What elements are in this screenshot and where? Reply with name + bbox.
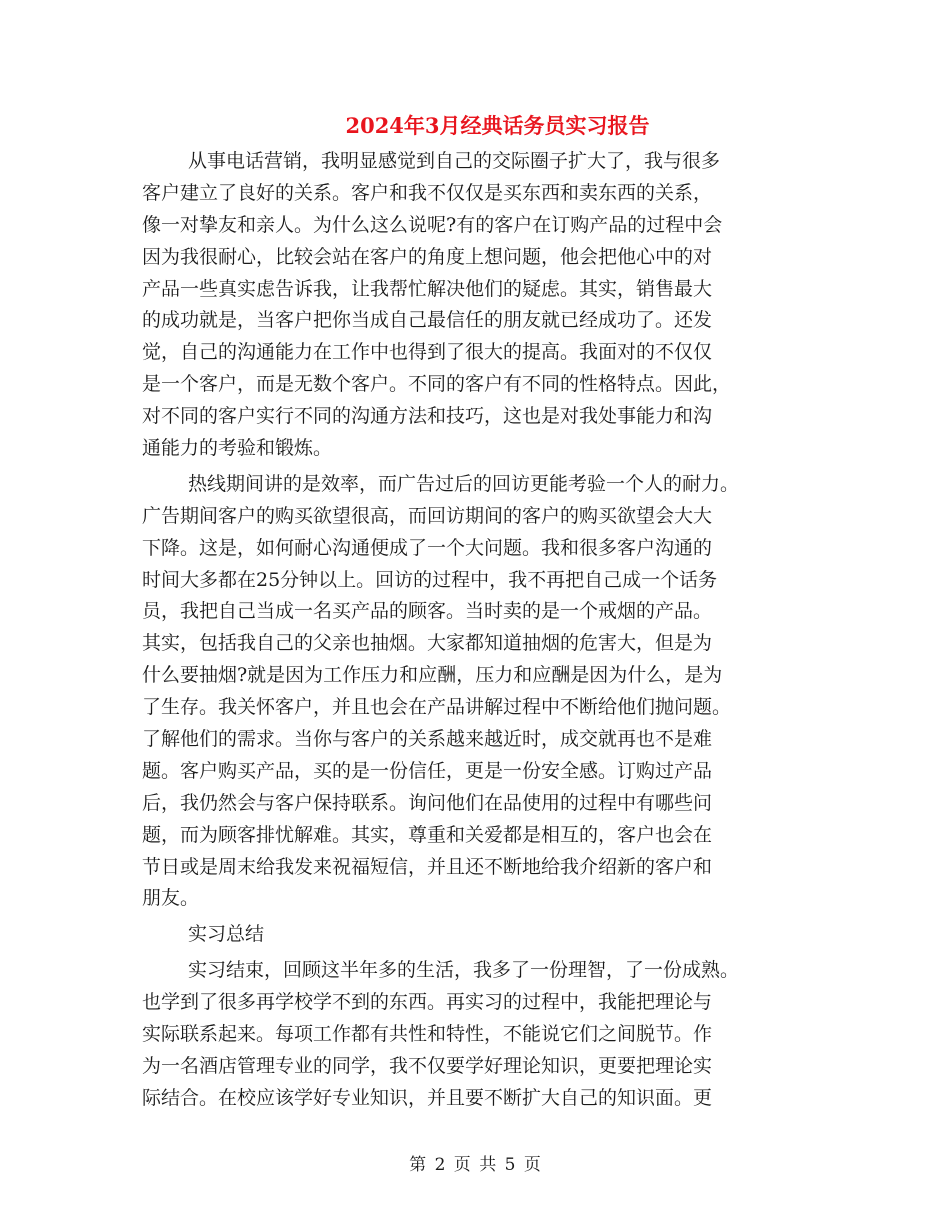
page-number-footer: 第 2 页 共 5 页 bbox=[409, 1155, 541, 1175]
paragraph-line: 员，我把自己当成一名买产品的顾客。当时卖的是一个戒烟的产品。 bbox=[142, 600, 713, 623]
paragraph-line: 为一名酒店管理专业的同学，我不仅要学好理论知识，更要把理论实 bbox=[142, 1054, 713, 1077]
paragraph-line: 了生存。我关怀客户，并且也会在产品讲解过程中不断给他们抛问题。 bbox=[142, 696, 732, 719]
paragraph-line: 际结合。在校应该学好专业知识，并且要不断扩大自己的知识面。更 bbox=[142, 1086, 713, 1109]
paragraph-line: 朋友。 bbox=[142, 887, 200, 910]
paragraph-line: 题。客户购买产品，买的是一份信任，更是一份安全感。订购过产品 bbox=[142, 759, 713, 782]
paragraph-line: 通能力的考验和锻炼。 bbox=[142, 437, 333, 460]
paragraph-line: 什么要抽烟?就是因为工作压力和应酬，压力和应酬是因为什么，是为 bbox=[142, 664, 723, 687]
paragraph-line: 觉，自己的沟通能力在工作中也得到了很大的提高。我面对的不仅仅 bbox=[142, 341, 713, 364]
paragraph-line: 实际联系起来。每项工作都有共性和特性，不能说它们之间脱节。作 bbox=[142, 1023, 713, 1046]
document-body bbox=[142, 146, 810, 1115]
paragraph-line: 题，而为顾客排忧解难。其实，尊重和关爱都是相互的，客户也会在 bbox=[142, 823, 713, 846]
paragraph-line: 也学到了很多再学校学不到的东西。再实习的过程中，我能把理论与 bbox=[142, 991, 713, 1014]
paragraph-line: 下降。这是，如何耐心沟通便成了一个大问题。我和很多客户沟通的 bbox=[142, 536, 713, 559]
paragraph-line: 节日或是周末给我发来祝福短信，并且还不断地给我介绍新的客户和 bbox=[142, 855, 713, 878]
section-heading: 实习总结 bbox=[188, 923, 265, 946]
paragraph-line: 产品一些真实虑告诉我，让我帮忙解决他们的疑虑。其实，销售最大 bbox=[142, 277, 713, 300]
paragraph-line: 广告期间客户的购买欲望很高，而回访期间的客户的购买欲望会大大 bbox=[142, 504, 713, 527]
paragraph-line: 像一对挚友和亲人。为什么这么说呢?有的客户在订购产品的过程中会 bbox=[142, 213, 723, 236]
paragraph-line: 的成功就是，当客户把你当成自己最信任的朋友就已经成功了。还发 bbox=[142, 309, 713, 332]
paragraph-line: 其实，包括我自己的父亲也抽烟。大家都知道抽烟的危害大，但是为 bbox=[142, 632, 713, 655]
paragraph-line: 后，我仍然会与客户保持联系。询问他们在品使用的过程中有哪些问 bbox=[142, 791, 713, 814]
paragraph-line: 时间大多都在25分钟以上。回访的过程中，我不再把自己成一个话务 bbox=[142, 568, 718, 591]
paragraph-line: 客户建立了良好的关系。客户和我不仅仅是买东西和卖东西的关系， bbox=[142, 181, 713, 204]
paragraph-line: 因为我很耐心，比较会站在客户的角度上想问题，他会把他心中的对 bbox=[142, 245, 713, 268]
document-title: 2024年3月经典话务员实习报告 bbox=[345, 113, 650, 138]
paragraph-line: 实习结束，回顾这半年多的生活，我多了一份理智，了一份成熟。 bbox=[188, 959, 740, 982]
paragraph-line: 从事电话营销，我明显感觉到自己的交际圈子扩大了，我与很多 bbox=[188, 150, 721, 172]
paragraph-line: 对不同的客户实行不同的沟通方法和技巧，这也是对我处事能力和沟 bbox=[142, 405, 713, 428]
paragraph-line: 了解他们的需求。当你与客户的关系越来越近时，成交就再也不是难 bbox=[142, 728, 713, 751]
paragraph-line: 是一个客户，而是无数个客户。不同的客户有不同的性格特点。因此， bbox=[142, 373, 732, 396]
paragraph-line: 热线期间讲的是效率，而广告过后的回访更能考验一个人的耐力。 bbox=[188, 472, 740, 495]
